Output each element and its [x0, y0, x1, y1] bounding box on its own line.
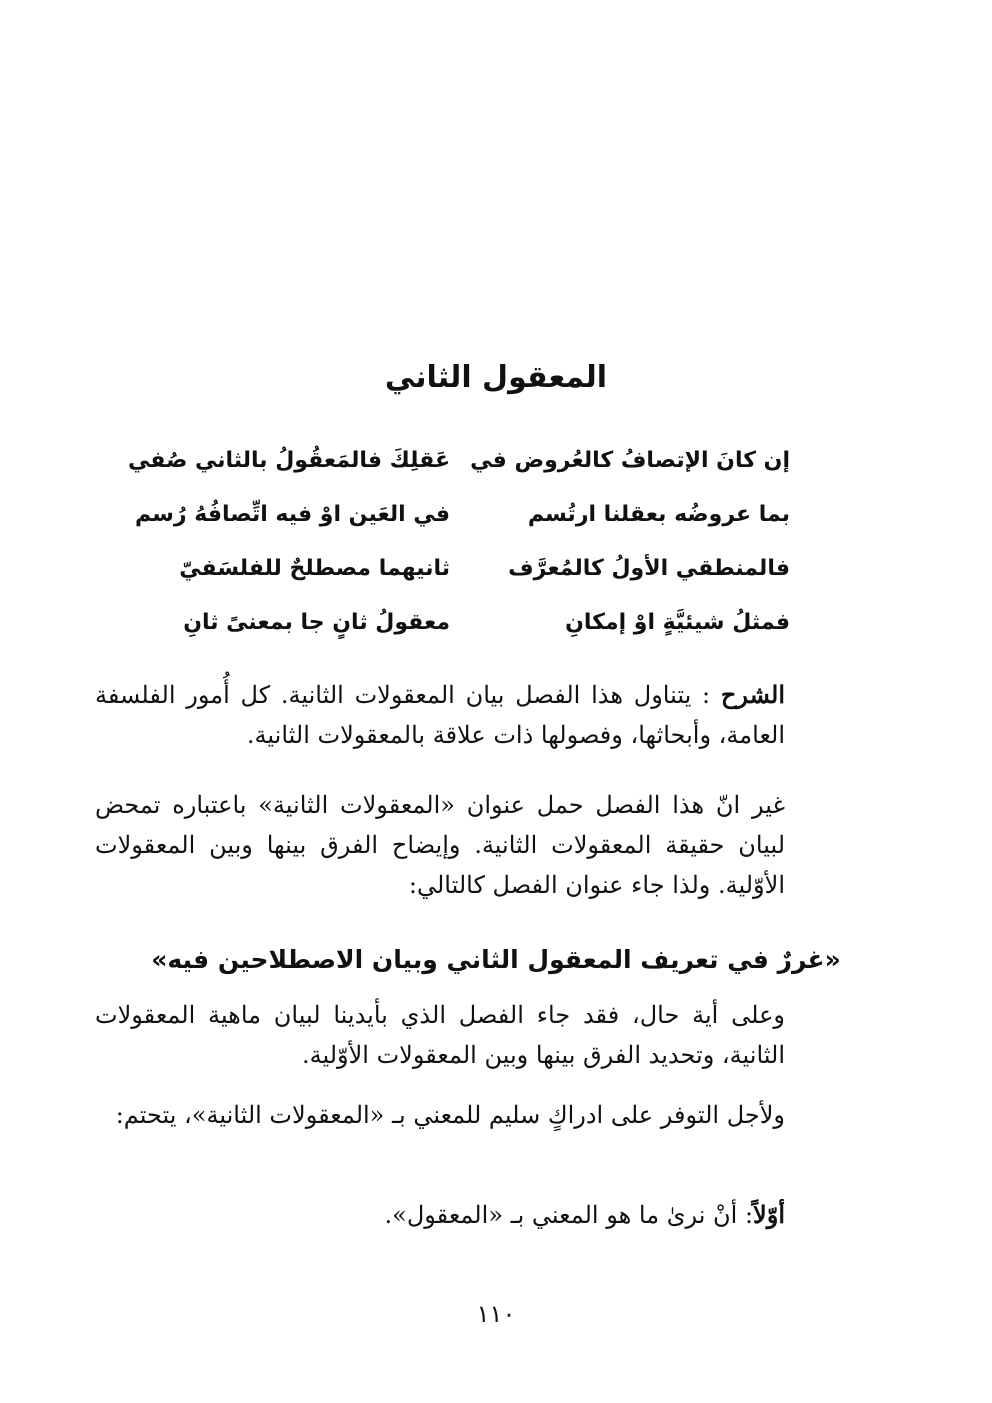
first-point-label: أوّلاً [753, 1200, 785, 1229]
page-title: المعقول الثاني [384, 360, 608, 395]
poem-verse [127, 448, 790, 502]
commentary-label: الشرح [720, 680, 785, 709]
commentary-text: : يتناول هذا الفصل بيان المعقولات الثانية. كل أُمور الفلسفة العامة، وأبحاثها، وفصولها ذات علاقة بالمعقولات الثانية. [95, 681, 785, 749]
poem-hemistich-right: فمثلُ شيئيَّةٍ اوْ إمكانِ [565, 610, 790, 635]
poem [127, 448, 790, 664]
poem-hemistich-left: ثانيهما مصطلحٌ للفلسَفيّ [179, 556, 450, 581]
commentary-paragraph [95, 675, 785, 755]
poem-hemistich-right: فالمنطقي الأولُ كالمُعرَّف [508, 556, 790, 581]
poem-hemistich-left: معقولُ ثانٍ جا بمعنىً ثانِ [183, 610, 450, 635]
poem-verse [130, 610, 790, 664]
poem-hemistich-left: في العَين اوْ فيه اتِّصافُهُ رُسم [135, 502, 450, 527]
section-heading: «غررٌ في تعريف المعقول الثاني وبيان الاصطلاحين فيه» [151, 945, 841, 974]
paragraph-title-explanation: غير انّ هذا الفصل حمل عنوان «المعقولات الثانية» باعتباره تمحض لبيان حقيقة المعقولات الثانية. وإيضاح الفرق بينها وبين المعقولات الأوّلية. ولذا جاء عنوان الفصل كالتالي: [95, 791, 785, 899]
poem-hemistich-right: إن كانَ الإتصافُ كالعُروض في [470, 448, 790, 473]
poem-verse [130, 502, 790, 556]
paragraph-summary: وعلى أية حال، فقد جاء الفصل الذي بأيدينا لبيان ماهية المعقولات الثانية، وتحديد الفرق بينها وبين المعقولات الأوّلية. [95, 1001, 785, 1069]
paragraph-first-point [95, 1195, 785, 1235]
paragraph-requirement: ولأجل التوفر على ادراكٍ سليم للمعني بـ «المعقولات الثانية»، يتحتم: [115, 1101, 785, 1129]
poem-hemistich-right: بما عروضُه بعقلنا ارتُسم [527, 502, 790, 527]
page-number: ١١٠ [476, 1300, 516, 1328]
poem-hemistich-left: عَقلِكَ فالمَعقُولُ بالثاني صُفي [127, 448, 450, 473]
poem-verse [130, 556, 790, 610]
first-point-text: : أنْ نرىٰ ما هو المعني بـ «المعقول». [384, 1201, 754, 1229]
